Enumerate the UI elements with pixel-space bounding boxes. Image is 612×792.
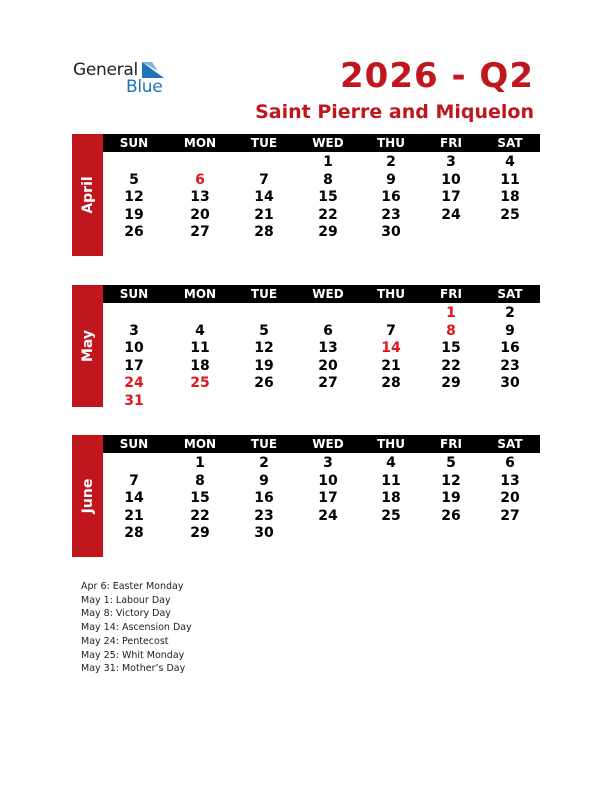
weekday-label: SUN xyxy=(119,437,149,451)
day-cell: 28 xyxy=(381,375,401,392)
day-cell: 2 xyxy=(259,455,269,471)
day-cell: 11 xyxy=(190,340,210,357)
day-cell: 5 xyxy=(129,171,139,188)
month-tab xyxy=(72,435,103,557)
weekday-label: TUE xyxy=(250,136,278,150)
day-cell: 22 xyxy=(441,357,461,374)
day-cell: 19 xyxy=(124,206,144,223)
month-name: June xyxy=(79,478,96,514)
logo-general-text: General xyxy=(73,60,138,80)
weekday-label: WED xyxy=(312,287,344,301)
day-cell: 20 xyxy=(500,490,520,507)
day-cell: 22 xyxy=(190,507,210,524)
day-cell: 2 xyxy=(386,154,396,170)
day-cell: 29 xyxy=(318,224,338,241)
day-cell: 11 xyxy=(500,171,520,188)
weekday-label: FRI xyxy=(440,437,462,451)
day-cell: 2 xyxy=(505,305,515,321)
weekday-header xyxy=(103,134,540,152)
holiday-item: May 14: Ascension Day xyxy=(81,622,192,634)
day-cell: 4 xyxy=(386,455,396,471)
day-cell: 18 xyxy=(500,189,520,206)
day-cell: 1 xyxy=(446,305,456,321)
day-cell: 20 xyxy=(318,357,338,374)
weekday-label: FRI xyxy=(440,136,462,150)
day-cell: 4 xyxy=(505,154,515,170)
page-title: 2026 - Q2 xyxy=(340,56,534,96)
day-cell: 10 xyxy=(124,340,144,357)
logo-flag-icon xyxy=(142,62,164,78)
month-block xyxy=(72,134,540,256)
day-cell: 26 xyxy=(124,224,144,241)
day-cell: 7 xyxy=(259,171,269,188)
month-tab xyxy=(72,134,103,256)
holiday-item: May 25: Whit Monday xyxy=(81,649,185,661)
day-cell: 5 xyxy=(446,455,456,471)
day-cell: 17 xyxy=(124,357,144,374)
day-cell: 24 xyxy=(124,375,144,392)
day-cell: 23 xyxy=(254,507,274,524)
day-cell: 17 xyxy=(441,189,461,206)
day-cell: 1 xyxy=(195,455,205,471)
day-cell: 9 xyxy=(505,322,515,339)
page-subtitle: Saint Pierre and Miquelon xyxy=(255,101,534,123)
day-cell: 15 xyxy=(318,189,338,206)
day-cell: 26 xyxy=(441,507,461,524)
day-cell: 30 xyxy=(381,224,401,241)
day-cell: 10 xyxy=(441,171,461,188)
weekday-label: FRI xyxy=(440,287,462,301)
weekday-label: MON xyxy=(183,437,217,451)
weekday-header xyxy=(103,435,540,453)
holiday-list xyxy=(81,580,192,676)
day-cell: 15 xyxy=(441,340,461,357)
day-cell: 28 xyxy=(254,224,274,241)
logo xyxy=(73,60,173,96)
weekday-label: TUE xyxy=(250,437,278,451)
day-cell: 6 xyxy=(505,455,515,471)
day-cell: 15 xyxy=(190,490,210,507)
weekday-label: WED xyxy=(312,136,344,150)
day-cell: 22 xyxy=(318,206,338,223)
day-cell: 25 xyxy=(190,375,210,392)
logo-blue-text: Blue xyxy=(126,77,163,97)
day-cell: 16 xyxy=(381,189,401,206)
day-cell: 23 xyxy=(500,357,520,374)
day-cell: 1 xyxy=(323,154,333,170)
holiday-item: May 31: Mother’s Day xyxy=(81,663,186,675)
day-cell: 21 xyxy=(254,206,274,223)
weekday-header xyxy=(103,285,540,303)
weekday-label: MON xyxy=(183,287,217,301)
month-name: May xyxy=(79,329,96,363)
day-cell: 16 xyxy=(500,340,520,357)
day-cell: 25 xyxy=(381,507,401,524)
day-cell: 3 xyxy=(446,154,456,170)
day-cell: 6 xyxy=(195,171,205,188)
weekday-label: MON xyxy=(183,136,217,150)
day-cell: 27 xyxy=(190,224,210,241)
day-cell: 30 xyxy=(254,525,274,542)
day-cell: 8 xyxy=(323,171,333,188)
day-cell: 21 xyxy=(124,507,144,524)
day-cell: 5 xyxy=(259,322,269,339)
day-cell: 27 xyxy=(500,507,520,524)
weekday-label: SAT xyxy=(497,287,523,301)
day-cell: 7 xyxy=(129,472,139,489)
day-cell: 8 xyxy=(446,322,456,339)
day-cell: 24 xyxy=(441,206,461,223)
day-cell: 18 xyxy=(190,357,210,374)
day-cell: 3 xyxy=(323,455,333,471)
weekday-label: SAT xyxy=(497,136,523,150)
day-cell: 28 xyxy=(124,525,144,542)
day-cell: 4 xyxy=(195,322,205,339)
day-cell: 21 xyxy=(381,357,401,374)
day-cell: 7 xyxy=(386,322,396,339)
day-cell: 17 xyxy=(318,490,338,507)
day-cell: 14 xyxy=(254,189,274,206)
holiday-item: May 8: Victory Day xyxy=(81,608,171,620)
day-cell: 12 xyxy=(124,189,144,206)
month-name: April xyxy=(79,176,96,214)
day-cell: 9 xyxy=(386,171,396,188)
day-cell: 10 xyxy=(318,472,338,489)
weekday-label: SAT xyxy=(497,437,523,451)
day-cell: 9 xyxy=(259,472,269,489)
day-cell: 13 xyxy=(190,189,210,206)
day-cell: 19 xyxy=(254,357,274,374)
day-cell: 13 xyxy=(500,472,520,489)
holiday-item: Apr 6: Easter Monday xyxy=(81,581,184,592)
day-cell: 25 xyxy=(500,206,520,223)
day-cell: 23 xyxy=(381,206,401,223)
day-cell: 19 xyxy=(441,490,461,507)
holiday-item: May 24: Pentecost xyxy=(81,635,169,647)
weekday-label: THU xyxy=(377,437,405,451)
day-cell: 31 xyxy=(124,393,144,409)
weekday-label: THU xyxy=(377,136,405,150)
month-tab xyxy=(72,285,103,407)
day-cell: 27 xyxy=(318,375,338,392)
day-cell: 12 xyxy=(254,340,274,357)
day-cell: 8 xyxy=(195,472,205,489)
day-cell: 26 xyxy=(254,375,274,392)
weekday-label: SUN xyxy=(119,287,149,301)
weekday-label: TUE xyxy=(250,287,278,301)
day-cell: 13 xyxy=(318,340,338,357)
weekday-label: WED xyxy=(312,437,344,451)
day-cell: 29 xyxy=(190,525,210,542)
day-cell: 11 xyxy=(381,472,401,489)
month-block xyxy=(72,285,540,407)
day-cell: 16 xyxy=(254,490,274,507)
day-cell: 14 xyxy=(124,490,144,507)
day-cell: 6 xyxy=(323,322,333,339)
day-cell: 3 xyxy=(129,322,139,339)
day-cell: 30 xyxy=(500,375,520,392)
holiday-item: May 1: Labour Day xyxy=(81,594,171,606)
day-cell: 29 xyxy=(441,375,461,392)
day-cell: 18 xyxy=(381,490,401,507)
weekday-label: THU xyxy=(377,287,405,301)
day-cell: 24 xyxy=(318,507,338,524)
day-cell: 14 xyxy=(381,340,401,357)
month-block xyxy=(72,435,540,557)
day-cell: 20 xyxy=(190,206,210,223)
weekday-label: SUN xyxy=(119,136,149,150)
day-cell: 12 xyxy=(441,472,461,489)
